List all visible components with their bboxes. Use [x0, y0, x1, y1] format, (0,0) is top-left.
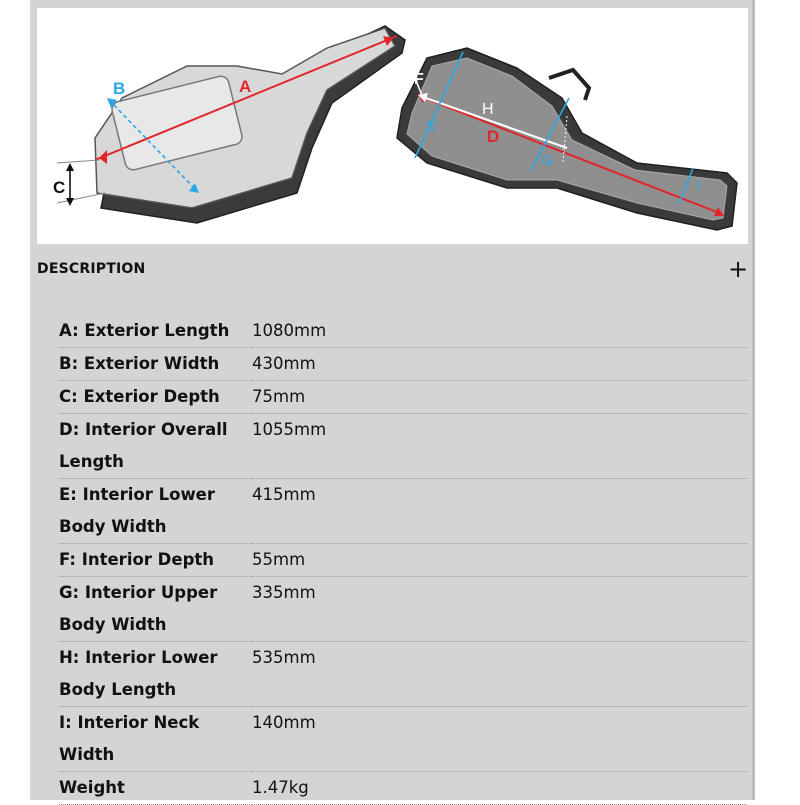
spec-label: D: Interior Overall Length: [59, 420, 228, 471]
spec-value: 535mm: [252, 648, 316, 667]
table-row: [59, 381, 747, 414]
label-h: H: [482, 101, 494, 118]
spec-value: 1.47kg: [252, 778, 309, 797]
label-a: A: [239, 77, 252, 96]
spec-label: H: Interior Lower Body Length: [59, 648, 218, 699]
spec-value: 75mm: [252, 387, 306, 406]
table-row: [59, 315, 747, 348]
spec-value: 415mm: [252, 485, 316, 504]
table-row: [59, 479, 747, 544]
table-row: [59, 577, 747, 642]
open-case-drawing: [397, 48, 737, 230]
spec-label: E: Interior Lower Body Width: [59, 485, 216, 536]
table-row: [59, 348, 747, 381]
table-row: [59, 414, 747, 479]
description-title: DESCRIPTION: [37, 261, 146, 277]
label-i: I: [697, 177, 701, 193]
spec-value: 1055mm: [252, 420, 327, 439]
table-row: [59, 707, 747, 772]
label-g: G: [542, 152, 553, 168]
table-row: [59, 544, 747, 577]
spec-label: A: Exterior Length: [59, 321, 230, 340]
label-d: D: [487, 127, 500, 146]
spec-label: B: Exterior Width: [59, 354, 220, 373]
spec-value: 430mm: [252, 354, 316, 373]
spec-label: G: Interior Upper Body Width: [59, 583, 218, 634]
spec-label: F: Interior Depth: [59, 550, 215, 569]
dimensions-diagram: [37, 8, 748, 244]
closed-case-drawing: [57, 26, 405, 223]
case-dimensions-illustration: [37, 8, 748, 244]
spec-value: 335mm: [252, 583, 316, 602]
label-e: E: [427, 118, 438, 135]
spec-value: 55mm: [252, 550, 306, 569]
plus-icon[interactable]: +: [727, 255, 749, 283]
label-b: B: [113, 79, 126, 98]
spec-label: C: Exterior Depth: [59, 387, 220, 406]
label-c: C: [53, 178, 66, 197]
specs-table: [59, 315, 747, 805]
table-row: [59, 642, 747, 707]
label-f: F: [414, 71, 424, 88]
spec-value: 1080mm: [252, 321, 327, 340]
spec-label: Weight: [59, 778, 125, 797]
description-header[interactable]: [37, 256, 749, 284]
spec-value: 140mm: [252, 713, 316, 732]
spec-label: I: Interior Neck Width: [59, 713, 200, 764]
